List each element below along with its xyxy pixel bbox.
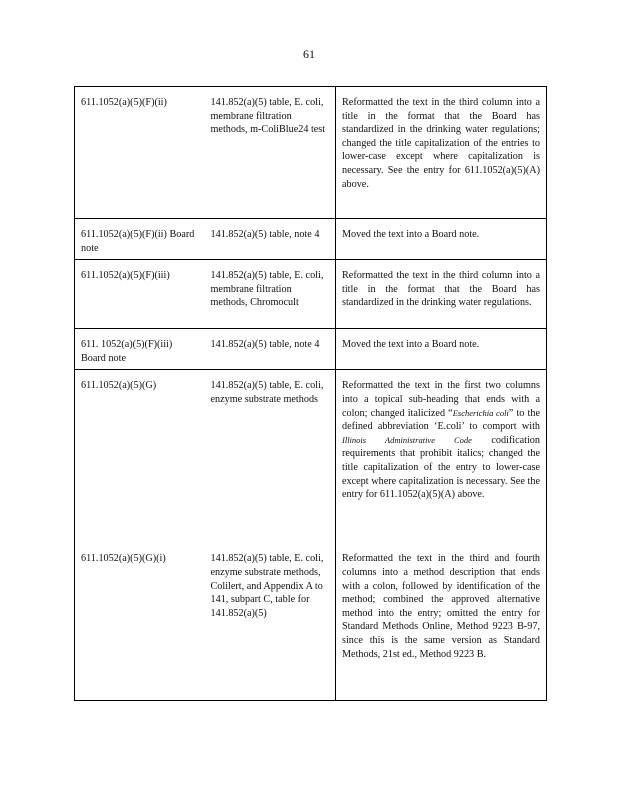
section-cell: 611.1052(a)(5)(F)(ii) Board note <box>75 219 205 260</box>
table-row <box>75 87 547 219</box>
source-cell: 141.852(a)(5) table, E. coli, enzyme substrate methods, Colilert, and Appendix A to 141, subpart C, table for 141.852(a)(5) <box>205 546 336 701</box>
source-cell: 141.852(a)(5) table, note 4 <box>205 219 336 260</box>
explanation-text: Reformatted the text in the first two columns into a topical sub-heading that ends with a colon; changed italicized “ <box>342 380 540 419</box>
italic-term: Escherichia coli <box>452 407 509 418</box>
source-cell: 141.852(a)(5) table, note 4 <box>205 329 336 370</box>
italic-code-title: Illinois Administrative Code <box>342 434 472 445</box>
table-row <box>75 546 547 701</box>
explanation-cell: Reformatted the text in the third column into a title in the format that the Board has standardized in the drinking water regulations; changed the title capitalization of the entries to lower-case except where capitalization is necessary. See the entry for 611.1052(a)(5)(A) above. <box>336 87 547 219</box>
section-cell: 611.1052(a)(5)(G)(i) <box>75 546 205 701</box>
explanation-cell <box>336 370 547 547</box>
source-cell: 141.852(a)(5) table, E. coli, enzyme substrate methods <box>205 370 336 547</box>
source-cell: 141.852(a)(5) table, E. coli, membrane filtration methods, Chromocult <box>205 260 336 329</box>
source-cell: 141.852(a)(5) table, E. coli, membrane filtration methods, m-ColiBlue24 test <box>205 87 336 219</box>
explanation-cell: Moved the text into a Board note. <box>336 219 547 260</box>
explanation-cell: Reformatted the text in the third and fourth columns into a method description that ends with a colon, followed by identification of the method; combined the approved alternative method into the entry; omitted the entry for Standard Methods Online, Method 9223 B-97, since this is the same version as Standard Methods, 21st ed., Method 9223 B. <box>336 546 547 701</box>
explanation-text: codification requirements that prohibit italics; changed the title capitalization of the entry to lower-case except where capitalization is necessary. See the entry for 611.1052(a)(5)(A) above. <box>342 434 540 501</box>
page-number: 61 <box>303 47 315 61</box>
explanation-text: ” to the defined abbreviation ‘E.coli’ to comport with <box>342 407 540 433</box>
table-row <box>75 219 547 260</box>
section-cell: 611.1052(a)(5)(F)(ii) <box>75 87 205 219</box>
explanation-cell: Reformatted the text in the third column into a title in the format that the Board has standardized in the drinking water regulations. <box>336 260 547 329</box>
section-cell: 611.1052(a)(5)(F)(iii) <box>75 260 205 329</box>
derivation-table <box>74 86 547 701</box>
section-cell: 611. 1052(a)(5)(F)(iii) Board note <box>75 329 205 370</box>
section-cell: 611.1052(a)(5)(G) <box>75 370 205 547</box>
table-row <box>75 260 547 329</box>
table-row <box>75 370 547 547</box>
explanation-cell: Moved the text into a Board note. <box>336 329 547 370</box>
table-row <box>75 329 547 370</box>
